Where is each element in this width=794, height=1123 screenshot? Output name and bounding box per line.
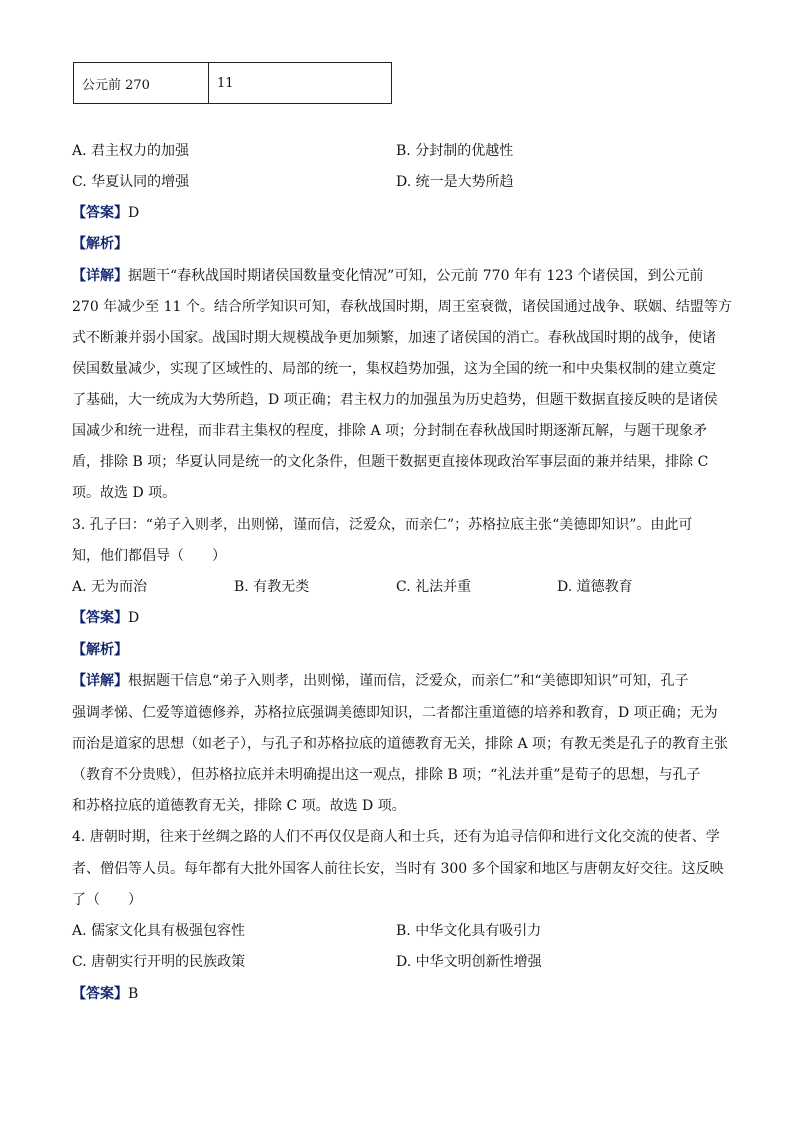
q2-detail-line: 侯国数量减少，实现了区域性的、局部的统一，集权趋势加强，这为全国的统一和中央集权制的建立奠定 <box>72 361 716 377</box>
answer-value: D <box>128 205 140 221</box>
q3-detail-line <box>72 671 689 691</box>
q4-stem-line: 了（ ） <box>72 892 142 908</box>
q2-analysis-heading <box>72 234 128 254</box>
q3-detail-line: 和苏格拉底的道德教育无关，排除 C 项。故选 D 项。 <box>72 798 406 814</box>
answer-value: D <box>128 610 140 626</box>
q3-detail-line: 而治是道家的思想（如老子），与孔子和苏格拉底的道德教育无关，排除 A 项；有教无类是孔子的教育主张 <box>72 736 729 752</box>
analysis-tag: 【解析】 <box>72 236 128 252</box>
detail-text: 根据题干信息“弟子入则孝，出则悌，谨而信，泛爱众，而亲仁”和“美德即知识”可知，孔子 <box>128 673 689 689</box>
q3-detail-line: 强调孝悌、仁爱等道德修养，苏格拉底强调美德即知识，二者都注重道德的培养和教育，D 项正确；无为 <box>72 705 718 721</box>
q2-answer <box>72 203 139 223</box>
data-table <box>73 62 392 104</box>
q3-option-a: A. 无为而治 <box>72 579 148 595</box>
q4-stem-line: 4. 唐朝时期，往来于丝绸之路的人们不再仅仅是商人和士兵，还有为追寻信仰和进行文化交流的使者、学 <box>72 829 720 845</box>
q3-stem-line: 3. 孔子曰：“弟子入则孝，出则悌，谨而信，泛爱众，而亲仁”；苏格拉底主张“美德即知识”。由此可 <box>72 517 693 533</box>
q2-option-d: D. 统一是大势所趋 <box>396 174 514 190</box>
table-row <box>74 63 392 104</box>
q3-option-c: C. 礼法并重 <box>396 579 472 595</box>
q4-answer <box>72 984 138 1004</box>
q2-option-b: B. 分封制的优越性 <box>396 143 514 159</box>
q3-stem-line: 知，他们都倡导（ ） <box>72 548 226 564</box>
q4-option-c: C. 唐朝实行开明的民族政策 <box>72 954 246 970</box>
q4-stem-line: 者、僧侣等人员。每年都有大批外国客人前往长安，当时有 300 多个国家和地区与唐朝友好交往。这反映 <box>72 861 724 877</box>
q2-option-c: C. 华夏认同的增强 <box>72 174 190 190</box>
q4-option-b: B. 中华文化具有吸引力 <box>396 923 542 939</box>
answer-tag: 【答案】 <box>72 205 128 221</box>
q2-detail-line: 式不断兼并弱小国家。战国时期大规模战争更加频繁，加速了诸侯国的消亡。春秋战国时期的战争，使诸 <box>72 330 716 346</box>
q4-option-d: D. 中华文明创新性增强 <box>396 954 542 970</box>
q2-detail-line: 项。故选 D 项。 <box>72 485 177 501</box>
q3-answer <box>72 608 139 628</box>
q3-analysis-heading <box>72 640 128 660</box>
q3-detail-line: （教育不分贵贱），但苏格拉底并未明确提出这一观点，排除 B 项；“礼法并重”是荀子的思想，与孔子 <box>72 767 701 783</box>
answer-tag: 【答案】 <box>72 986 128 1002</box>
detail-tag: 【详解】 <box>72 673 128 689</box>
q2-detail-line: 盾，排除 B 项；华夏认同是统一的文化条件，但题干数据更直接体现政治军事层面的兼并结果，排除 C <box>72 454 709 470</box>
q2-detail-line: 了基础，大一统成为大势所趋，D 项正确；君主权力的加强虽为历史趋势，但题干数据直接反映的是诸侯 <box>72 392 718 408</box>
table-cell-count: 11 <box>209 63 392 104</box>
answer-value: B <box>128 986 139 1002</box>
q2-detail-line: 270 年减少至 11 个。结合所学知识可知，春秋战国时期，周王室衰微，诸侯国通过战争、联姻、结盟等方 <box>72 299 732 315</box>
detail-text: 据题干“春秋战国时期诸侯国数量变化情况”可知，公元前 770 年有 123 个诸侯国，到公元前 <box>128 268 704 284</box>
detail-tag: 【详解】 <box>72 268 128 284</box>
q2-detail-line: 国减少和统一进程，而非君主集权的程度，排除 A 项；分封制在春秋战国时期逐渐瓦解，与题干现象矛 <box>72 423 708 439</box>
analysis-tag: 【解析】 <box>72 642 128 658</box>
q3-option-d: D. 道德教育 <box>557 579 633 595</box>
q3-option-b: B. 有教无类 <box>234 579 310 595</box>
q2-detail-line <box>72 266 704 286</box>
q2-option-a: A. 君主权力的加强 <box>72 143 190 159</box>
table-cell-year: 公元前 270 <box>74 63 209 104</box>
answer-tag: 【答案】 <box>72 610 128 626</box>
q4-option-a: A. 儒家文化具有极强包容性 <box>72 923 246 939</box>
